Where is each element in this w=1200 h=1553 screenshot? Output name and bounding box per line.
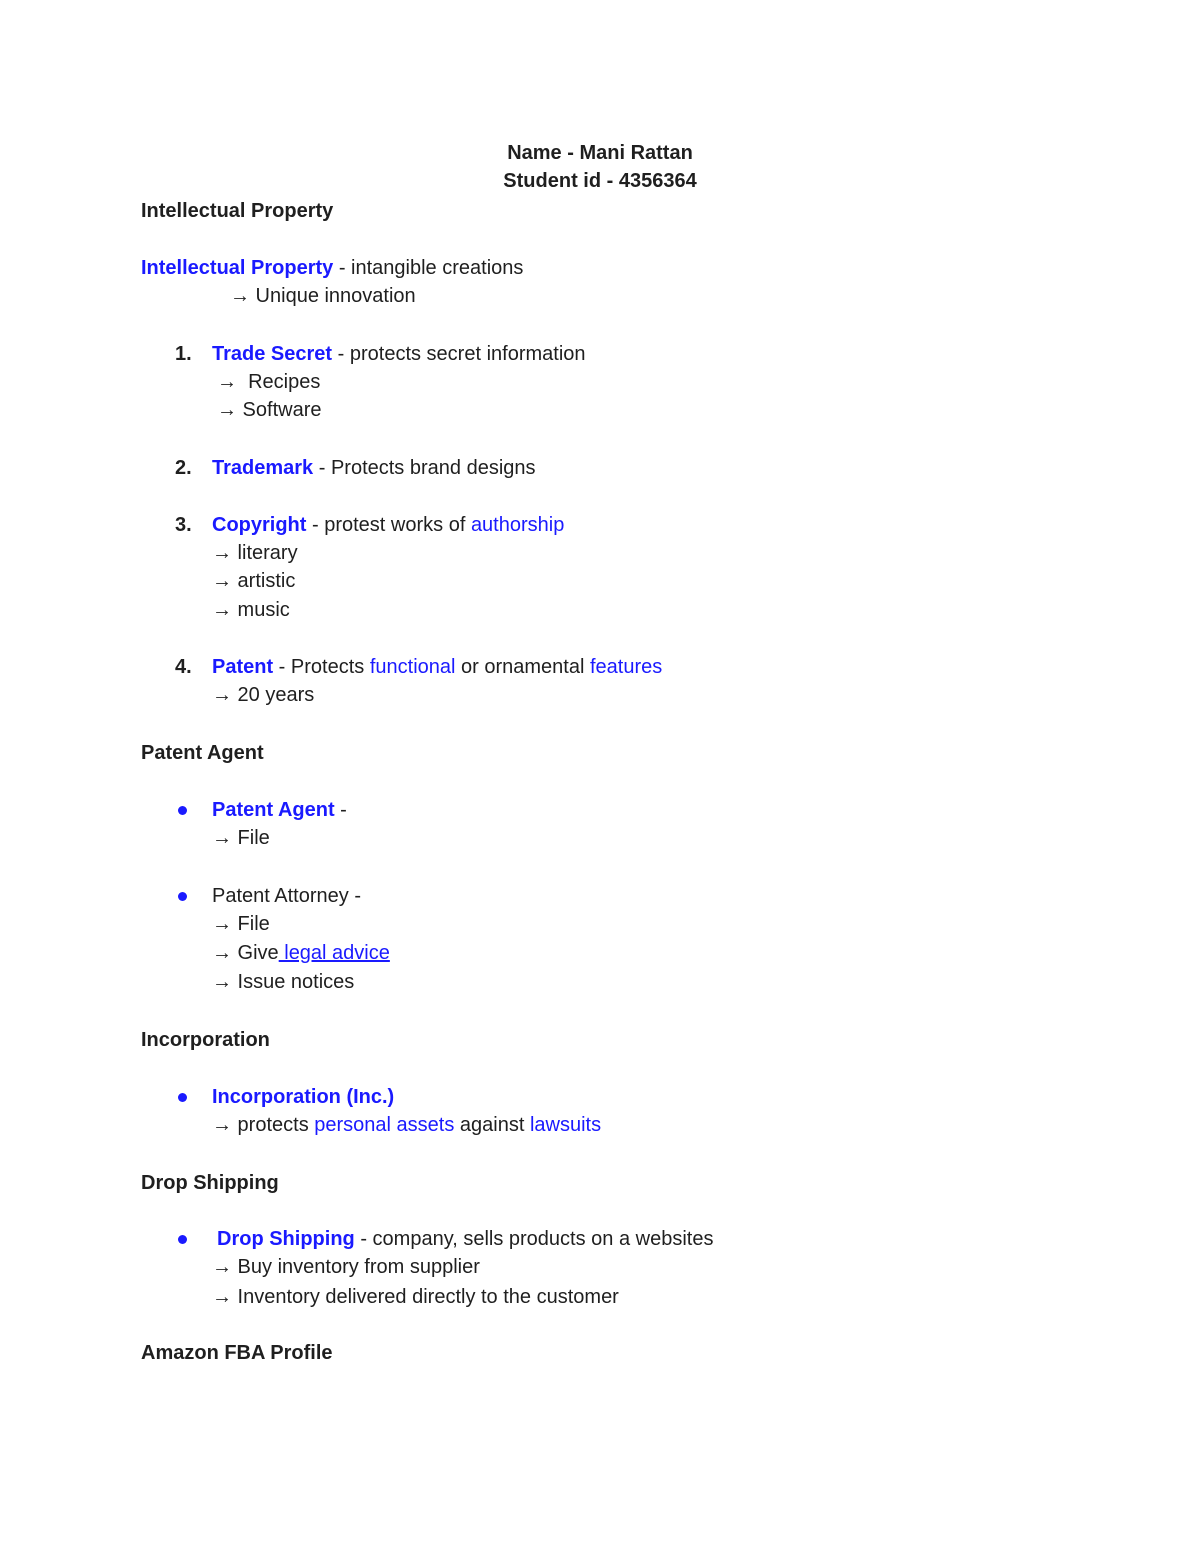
list-item-patent-attorney: Patent Attorney - (212, 885, 361, 907)
sub-item: → literary (212, 542, 298, 564)
protects-prefix: → protects (212, 1114, 315, 1136)
section-heading-amazon-fba: Amazon FBA Profile (141, 1342, 333, 1364)
list-item-trade-secret (212, 342, 586, 366)
authorship-link[interactable]: authorship (470, 514, 565, 536)
patent-term: Patent (212, 656, 274, 678)
sub-item: → Issue notices (212, 971, 355, 993)
functional-link[interactable]: functional (369, 656, 456, 678)
incorporation-sub-item (212, 1113, 601, 1137)
lawsuits-link[interactable]: lawsuits (529, 1114, 602, 1136)
ip-definition-line (141, 256, 523, 280)
against-text: against (454, 1114, 530, 1136)
ip-note: → Unique innovation (230, 285, 416, 307)
sub-item: → 20 years (212, 684, 315, 706)
sub-item: → artistic (212, 570, 296, 592)
patent-agent-term: Patent Agent (212, 799, 335, 821)
sub-item: → Recipes (217, 371, 321, 393)
list-item-trademark (212, 456, 536, 480)
sub-item: → Software (217, 399, 322, 421)
incorporation-term: Incorporation (Inc.) (212, 1086, 395, 1108)
list-item-copyright (212, 513, 564, 537)
list-item-drop-shipping (217, 1227, 713, 1251)
copyright-term: Copyright (212, 514, 307, 536)
trademark-definition: - Protects brand designs (313, 457, 536, 479)
section-heading-drop-shipping: Drop Shipping (141, 1172, 279, 1194)
sub-item: → File (212, 827, 270, 849)
sub-item: → File (212, 913, 270, 935)
list-item-patent-agent (212, 798, 347, 822)
patent-agent-suffix: - (334, 799, 347, 821)
sub-item: → Buy inventory from supplier (212, 1256, 480, 1278)
list-number: 4. (175, 656, 192, 678)
patent-definition-a: - Protects (273, 656, 370, 678)
list-item-patent (212, 655, 662, 679)
list-number: 2. (175, 457, 192, 479)
student-id: Student id - 4356364 (503, 170, 697, 192)
sub-item: → music (212, 599, 290, 621)
bullet-icon (178, 1235, 187, 1244)
sub-item: → Inventory delivered directly to the customer (212, 1286, 619, 1308)
ip-term: Intellectual Property (141, 257, 334, 279)
drop-shipping-term: Drop Shipping (217, 1228, 355, 1250)
patent-definition-b: or ornamental (455, 656, 590, 678)
personal-assets-link[interactable]: personal assets (314, 1114, 455, 1136)
bullet-icon (178, 892, 187, 901)
sub-item-legal-advice (212, 941, 390, 965)
trademark-term: Trademark (212, 457, 314, 479)
legal-advice-link[interactable]: legal advice (278, 942, 390, 964)
section-heading-incorporation: Incorporation (141, 1029, 270, 1051)
give-prefix: → Give (212, 942, 279, 964)
section-heading-patent-agent: Patent Agent (141, 742, 264, 764)
bullet-icon (178, 1093, 187, 1102)
drop-shipping-definition: - company, sells products on a websites (354, 1228, 714, 1250)
trade-secret-term: Trade Secret (212, 343, 333, 365)
student-name: Name - Mani Rattan (507, 142, 693, 164)
section-heading-ip: Intellectual Property (141, 200, 334, 222)
list-number: 1. (175, 343, 192, 365)
bullet-icon (178, 806, 187, 815)
trade-secret-definition: - protects secret information (332, 343, 586, 365)
list-number: 3. (175, 514, 192, 536)
copyright-definition: - protest works of (306, 514, 471, 536)
features-link[interactable]: features (589, 656, 663, 678)
ip-definition: - intangible creations (333, 257, 524, 279)
